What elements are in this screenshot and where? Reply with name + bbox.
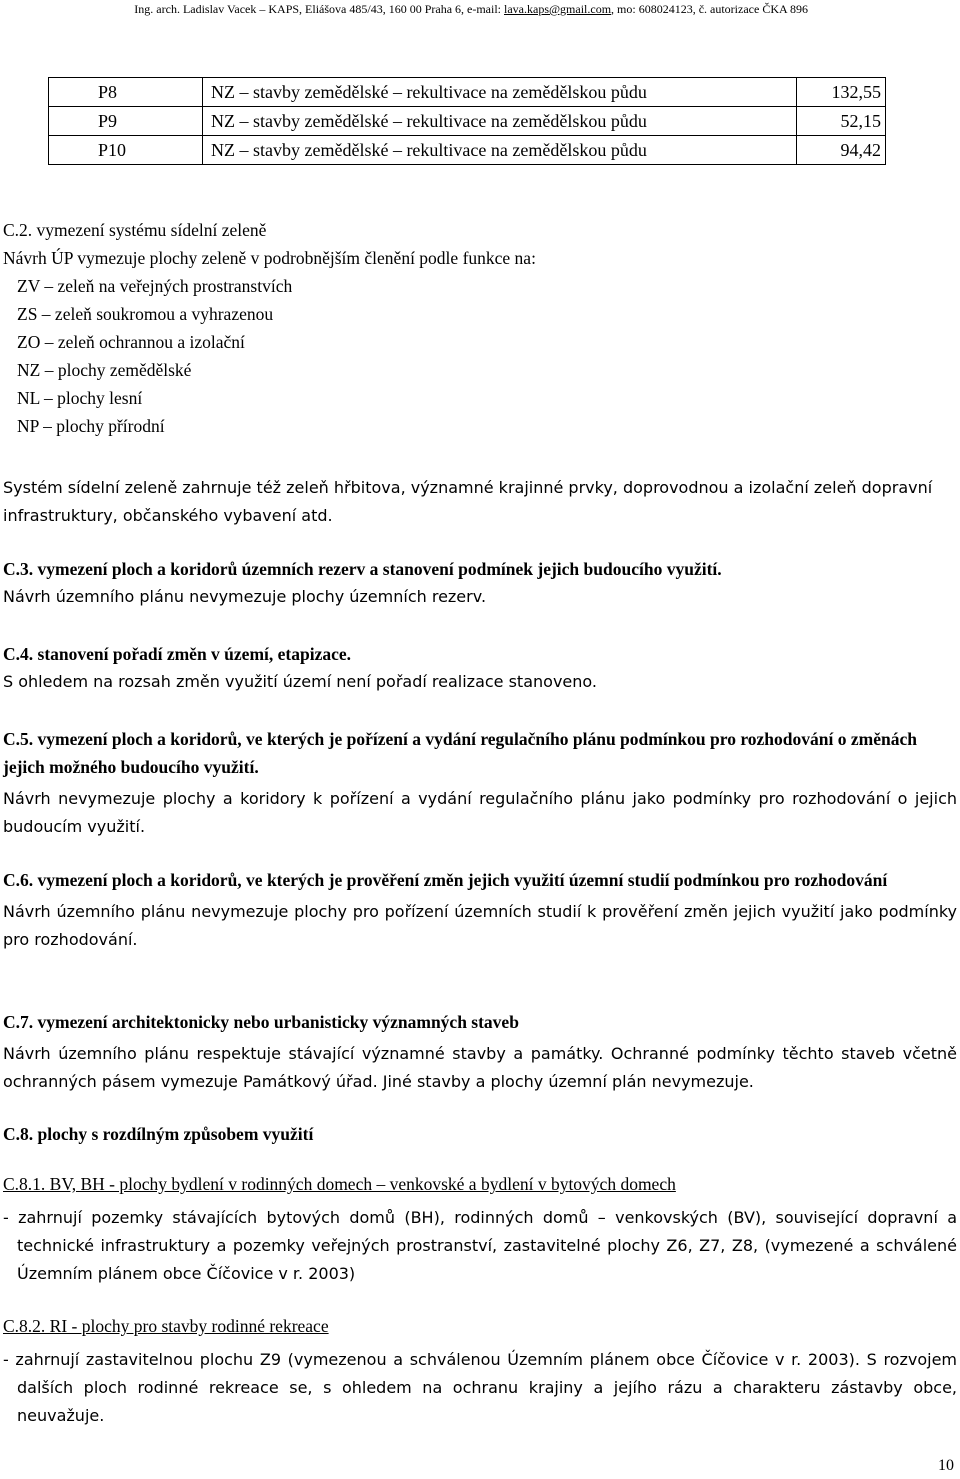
section-c2-title: C.2. vymezení systému sídelní zeleně xyxy=(3,220,267,240)
header-email-link[interactable]: lava.kaps@gmail.com xyxy=(504,2,612,16)
plot-id: P8 xyxy=(49,78,203,107)
section-c4-title: C.4. stanovení pořadí změn v území, etapizace. xyxy=(3,644,352,664)
header-text: Ing. arch. Ladislav Vacek – KAPS, Eliášova 485/43, 160 00 Praha 6, e-mail: xyxy=(134,2,504,16)
section-c82-text: - zahrnují zastavitelnou plochu Z9 (vymezenou a schválenou Územním plánem obce Číčovice v r. 2003). S rozvojem dalších ploch rodinné rekreace se, s ohledem na ochranu krajiny a jejího rázu a charakteru zástavby obce, neuvažuje. xyxy=(3,1350,957,1425)
list-item: NZ – plochy zemědělské xyxy=(17,360,192,380)
section-c81-title: C.8.1. BV, BH - plochy bydlení v rodinných domech – venkovské a bydlení v bytových domech xyxy=(3,1174,676,1194)
plot-value: 132,55 xyxy=(797,78,886,107)
table-row xyxy=(49,107,886,136)
section-c3-title: C.3. vymezení ploch a koridorů územních rezerv a stanovení podmínek jejich budoucího využití. xyxy=(3,559,722,579)
plots-table xyxy=(48,77,886,165)
list-item: ZO – zeleň ochrannou a izolační xyxy=(17,332,245,352)
list-item: ZV – zeleň na veřejných prostranstvích xyxy=(17,276,293,296)
section-c81-text: - zahrnují pozemky stávajících bytových domů (BH), rodinných domů – venkovských (BV), související dopravní a technické infrastruktury a pozemky veřejných prostranství, zastavitelné plochy Z6, Z7, Z8, (vymezené a schválené Územním plánem obce Číčovice v r. 2003) xyxy=(3,1208,957,1283)
section-c7-text: Návrh územního plánu respektuje stávající významné stavby a památky. Ochranné podmínky těchto staveb včetně ochranných pásem vymezuje Památkový úřad. Jiné stavby a plochy územní plán nevymezuje. xyxy=(3,1044,957,1091)
section-c7 xyxy=(3,1008,957,1096)
section-c6 xyxy=(3,866,957,954)
section-c8 xyxy=(3,1120,957,1148)
page-header xyxy=(134,2,808,17)
section-c5-title: C.5. vymezení ploch a koridorů, ve kterých je pořízení a vydání regulačního plánu podmínkou pro rozhodování o změnách jejich možného budoucího využití. xyxy=(3,729,917,777)
section-c3 xyxy=(3,555,957,611)
section-c5-text: Návrh nevymezuje plochy a koridory k pořízení a vydání regulačního plánu jako podmínky pro rozhodování o jejich budoucím využití. xyxy=(3,789,957,836)
section-c6-text: Návrh územního plánu nevymezuje plochy pro pořízení územních studií k prověření změn jejich využití jako podmínky pro rozhodování. xyxy=(3,902,957,949)
section-c5 xyxy=(3,725,957,841)
plot-id: P10 xyxy=(49,136,203,165)
plot-description: NZ – stavby zemědělské – rekultivace na zemědělskou půdu xyxy=(203,78,797,107)
plot-value: 94,42 xyxy=(797,136,886,165)
section-c2-intro: Návrh ÚP vymezuje plochy zeleně v podrobnějším členění podle funkce na: xyxy=(3,248,536,268)
section-c81 xyxy=(3,1170,957,1288)
section-c82 xyxy=(3,1312,957,1430)
header-text-end: , mo: 608024123, č. autorizace ČKA 896 xyxy=(611,2,808,16)
section-c2 xyxy=(3,216,957,440)
section-c4-text: S ohledem na rozsah změn využití území není pořadí realizace stanoveno. xyxy=(3,672,597,691)
list-item: NL – plochy lesní xyxy=(17,388,143,408)
section-c3-text: Návrh územního plánu nevymezuje plochy územních rezerv. xyxy=(3,587,487,606)
plot-description: NZ – stavby zemědělské – rekultivace na zemědělskou půdu xyxy=(203,107,797,136)
plot-value: 52,15 xyxy=(797,107,886,136)
section-c4 xyxy=(3,640,957,696)
section-c2-system: Systém sídelní zeleně zahrnuje též zeleň hřbitova, významné krajinné prvky, doprovodnou a izolační zeleň dopravní infrastruktury, občanského vybavení atd. xyxy=(3,478,933,525)
plot-description: NZ – stavby zemědělské – rekultivace na zemědělskou půdu xyxy=(203,136,797,165)
section-c82-title: C.8.2. RI - plochy pro stavby rodinné rekreace xyxy=(3,1316,329,1336)
section-c7-title: C.7. vymezení architektonicky nebo urbanisticky významných staveb xyxy=(3,1012,519,1032)
section-c6-title: C.6. vymezení ploch a koridorů, ve kterých je prověření změn jejich využití územní studií podmínkou pro rozhodování xyxy=(3,870,888,890)
plot-id: P9 xyxy=(49,107,203,136)
list-item: NP – plochy přírodní xyxy=(17,416,165,436)
table-row xyxy=(49,136,886,165)
section-c8-title: C.8. plochy s rozdílným způsobem využití xyxy=(3,1124,314,1144)
table-row xyxy=(49,78,886,107)
list-item: ZS – zeleň soukromou a vyhrazenou xyxy=(17,304,274,324)
page-number: 10 xyxy=(938,1457,954,1474)
